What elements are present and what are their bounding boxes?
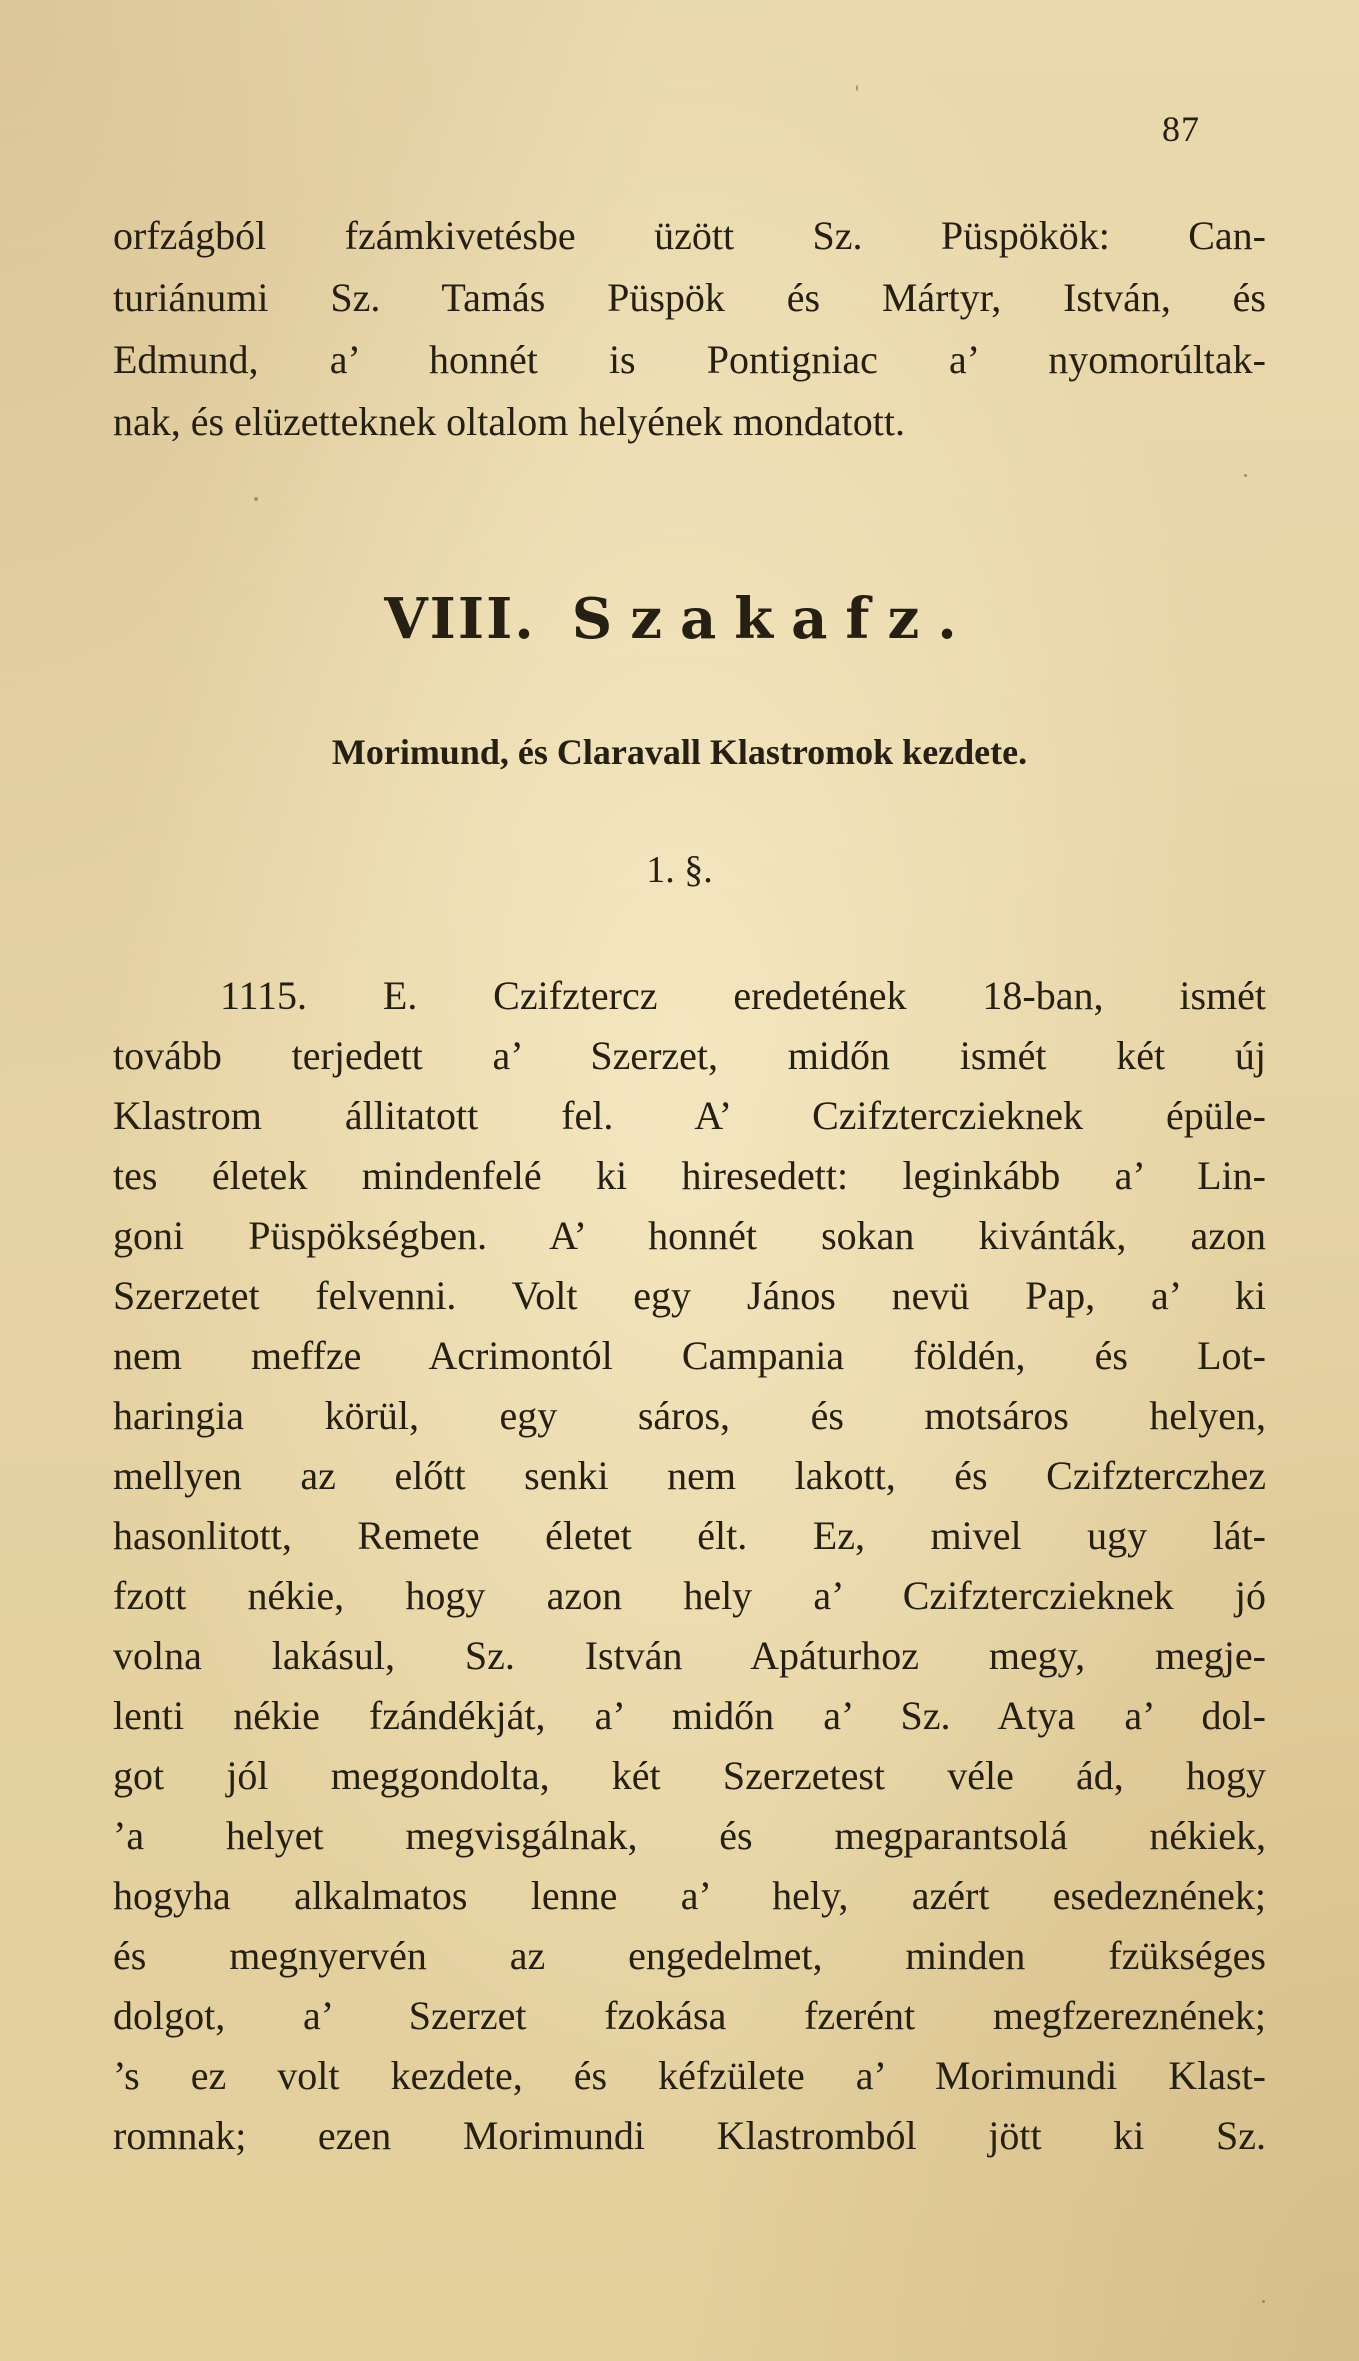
text-line: és megnyervén az engedelmet, minden fzükséges: [113, 1933, 1266, 1978]
text-line: tes életek mindenfelé ki hiresedett: leginkább a’ Lin-: [113, 1153, 1266, 1198]
text-line: hasonlitott, Remete életet élt. Ez, mivel ugy lát-: [113, 1513, 1266, 1558]
text-line: Klastrom állitatott fel. A’ Czifzterczieknek épüle-: [113, 1093, 1266, 1138]
paper-speck: [1262, 2300, 1265, 2303]
text-line: volna lakásul, Sz. István Apáturhoz megy, megje-: [113, 1633, 1266, 1678]
text-line: Edmund, a’ honnét is Pontigniac a’ nyomorúltak-: [113, 337, 1266, 382]
text-line: ’s ez volt kezdete, és kéfzülete a’ Morimundi Klast-: [113, 2053, 1266, 2098]
text-line: hogyha alkalmatos lenne a’ hely, azért esedeznének;: [113, 1873, 1266, 1918]
section-heading: [0, 584, 1359, 654]
section-subtitle: Morimund, és Claravall Klastromok kezdete.: [331, 732, 1028, 772]
text-line: goni Püspökségben. A’ honnét sokan kivánták, azon: [113, 1213, 1266, 1258]
text-line: ’a helyet megvisgálnak, és megparantsolá nékiek,: [113, 1813, 1266, 1858]
text-line: Szerzetet felvenni. Volt egy János nevü Pap, a’ ki: [113, 1273, 1266, 1318]
text-line: nem meffze Acrimontól Campania földén, és Lot-: [113, 1333, 1266, 1378]
text-line: nak, és elüzetteknek oltalom helyének mondatott.: [113, 399, 905, 444]
text-line: got jól meggondolta, két Szerzetest véle ád, hogy: [113, 1753, 1266, 1798]
text-line: mellyen az előtt senki nem lakott, és Czifzterczhez: [113, 1453, 1266, 1498]
text-line: romnak; ezen Morimundi Klastromból jött ki Sz.: [113, 2113, 1266, 2158]
text-line: fzott nékie, hogy azon hely a’ Czifzterczieknek jó: [113, 1573, 1266, 1618]
section-title: Szakafz.: [571, 586, 975, 652]
page-number: 87: [1162, 109, 1200, 149]
section-number: VIII.: [384, 586, 536, 652]
text-line: haringia körül, egy sáros, és motsáros helyen,: [113, 1393, 1266, 1438]
text-line: dolgot, a’ Szerzet fzokása fzerént megfzereznének;: [113, 1993, 1266, 2038]
paper-speck: [1244, 474, 1247, 477]
text-line: lenti nékie fzándékját, a’ midőn a’ Sz. Atya a’ dol-: [113, 1693, 1266, 1738]
text-line: orfzágból fzámkivetésbe üzött Sz. Püspökök: Can-: [113, 213, 1266, 258]
text-line: turiánumi Sz. Tamás Püspök és Mártyr, István, és: [113, 275, 1266, 320]
paper-speck: [856, 85, 858, 91]
paragraph-mark: 1. §.: [646, 849, 713, 891]
text-line: 1115. E. Czifztercz eredetének 18-ban, ismét: [220, 973, 1266, 1018]
paper-speck: [254, 497, 258, 501]
text-line: tovább terjedett a’ Szerzet, midőn ismét két új: [113, 1033, 1266, 1078]
